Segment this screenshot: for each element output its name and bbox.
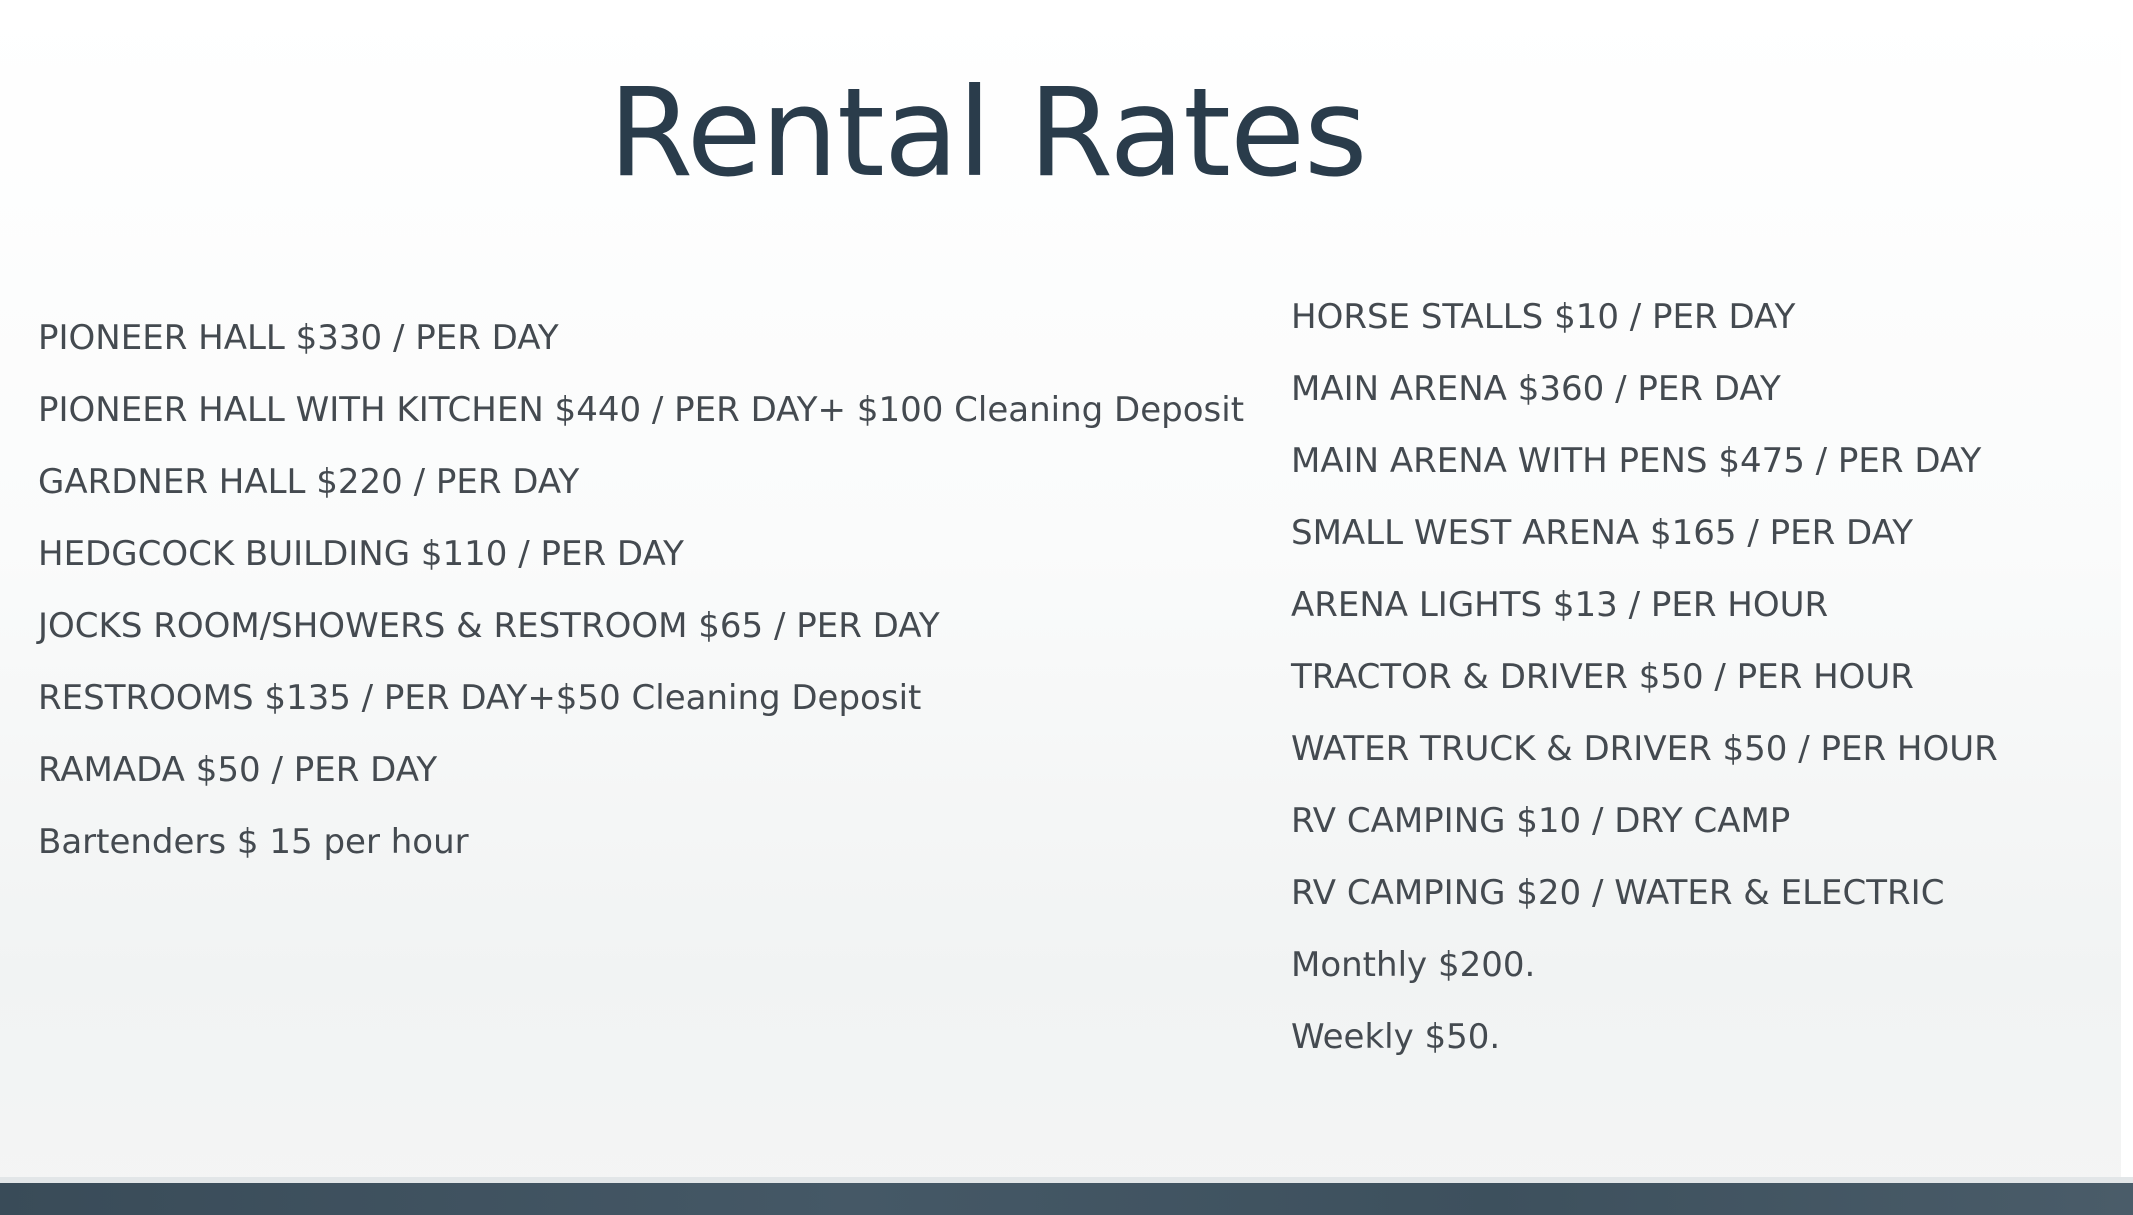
rates-list-left bbox=[38, 312, 1244, 888]
slide-title: Rental Rates bbox=[608, 62, 1367, 204]
rate-item-weekly: Weekly $50. bbox=[1291, 1017, 1501, 1057]
rate-item-ramada: RAMADA $50 / PER DAY bbox=[38, 750, 438, 790]
page-edge bbox=[2121, 0, 2133, 1185]
rate-item-main-arena: MAIN ARENA $360 / PER DAY bbox=[1291, 369, 1781, 409]
rate-item-rv-water-electric: RV CAMPING $20 / WATER & ELECTRIC bbox=[1291, 873, 1945, 913]
rate-item-monthly: Monthly $200. bbox=[1291, 945, 1536, 985]
rate-item-bartenders: Bartenders $ 15 per hour bbox=[38, 822, 469, 862]
rate-item-pioneer-hall: PIONEER HALL $330 / PER DAY bbox=[38, 318, 559, 358]
footer-band bbox=[0, 1183, 2133, 1215]
rate-item-tractor-driver: TRACTOR & DRIVER $50 / PER HOUR bbox=[1291, 657, 1914, 697]
rate-item-pioneer-hall-kitchen: PIONEER HALL WITH KITCHEN $440 / PER DAY+ $100 Cleaning Deposit bbox=[38, 390, 1245, 430]
rate-item-arena-lights: ARENA LIGHTS $13 / PER HOUR bbox=[1291, 585, 1829, 625]
rate-item-hedgcock-building: HEDGCOCK BUILDING $110 / PER DAY bbox=[38, 534, 684, 574]
rate-item-small-west-arena: SMALL WEST ARENA $165 / PER DAY bbox=[1291, 513, 1913, 553]
rate-item-restrooms: RESTROOMS $135 / PER DAY+$50 Cleaning Deposit bbox=[38, 678, 922, 718]
rate-item-water-truck-driver: WATER TRUCK & DRIVER $50 / PER HOUR bbox=[1291, 729, 1998, 769]
rate-item-jocks-room: JOCKS ROOM/SHOWERS & RESTROOM $65 / PER DAY bbox=[38, 606, 940, 646]
rate-item-gardner-hall: GARDNER HALL $220 / PER DAY bbox=[38, 462, 580, 502]
rate-item-main-arena-pens: MAIN ARENA WITH PENS $475 / PER DAY bbox=[1291, 441, 1982, 481]
rates-list-right bbox=[1291, 291, 1998, 1083]
rate-item-horse-stalls: HORSE STALLS $10 / PER DAY bbox=[1291, 297, 1796, 337]
rate-item-rv-dry-camp: RV CAMPING $10 / DRY CAMP bbox=[1291, 801, 1791, 841]
